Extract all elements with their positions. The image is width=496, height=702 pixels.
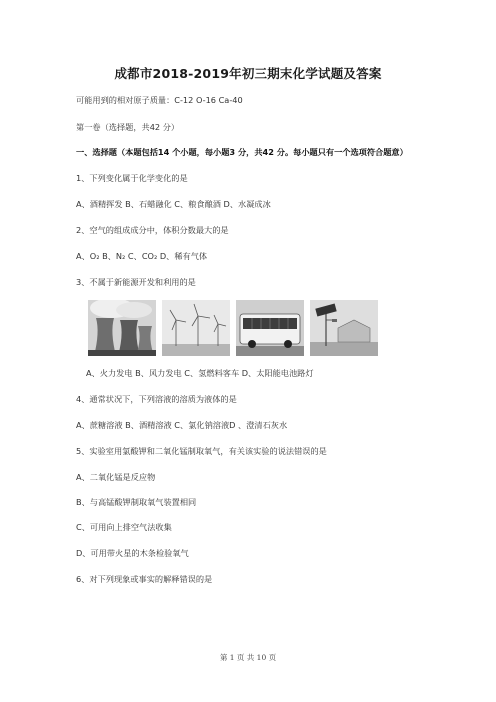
question-6: 6、对下列现象或事实的解释错误的是 — [76, 574, 213, 584]
question-2: 2、空气的组成成分中，体积分数最大的是 — [76, 225, 229, 235]
document-title: 成都市2018-2019年初三期末化学试题及答案 — [114, 66, 382, 81]
solar-streetlight-image — [310, 300, 378, 356]
question-5-option-b: B、与高锰酸钾制取氧气装置相同 — [76, 497, 197, 507]
thermal-power-image — [88, 300, 156, 356]
question-5-option-d: D、可用带火星的木条检验氧气 — [76, 548, 189, 558]
question-3: 3、不属于新能源开发和利用的是 — [76, 277, 196, 287]
atomic-mass-line: 可能用到的相对原子质量：C-12 O-16 Ca-40 — [76, 95, 243, 105]
section-heading: 一、选择题（本题包括14 个小题，每小题3 分，共42 分。每小题只有一个选项符合题意） — [76, 147, 408, 157]
question-5-option-a: A、二氧化锰是反应物 — [76, 472, 156, 482]
question-1: 1、下列变化属于化学变化的是 — [76, 173, 188, 183]
question-1-options: A、酒精挥发 B、石蜡融化 C、粮食酿酒 D、水凝成冰 — [76, 199, 271, 209]
question-5: 5、实验室用氯酸钾和二氧化锰制取氧气，有关该实验的说法错误的是 — [76, 446, 327, 456]
hydrogen-bus-image — [236, 300, 304, 356]
part-heading: 第一卷（选择题，共42 分） — [76, 122, 180, 132]
page-footer: 第 1 页 共 10 页 — [219, 653, 277, 662]
wind-power-image — [162, 300, 230, 356]
question-3-options: A、火力发电 B、风力发电 C、氢燃料客车 D、太阳能电池路灯 — [86, 368, 314, 378]
question-5-option-c: C、可用向上排空气法收集 — [76, 522, 172, 532]
question-2-options: A、O₂ B、N₂ C、CO₂ D、稀有气体 — [76, 251, 208, 261]
question-4: 4、通常状况下，下列溶液的溶质为液体的是 — [76, 394, 237, 404]
question-4-options: A、蔗糖溶液 B、酒精溶液 C、氯化钠溶液D 、澄清石灰水 — [76, 420, 288, 430]
